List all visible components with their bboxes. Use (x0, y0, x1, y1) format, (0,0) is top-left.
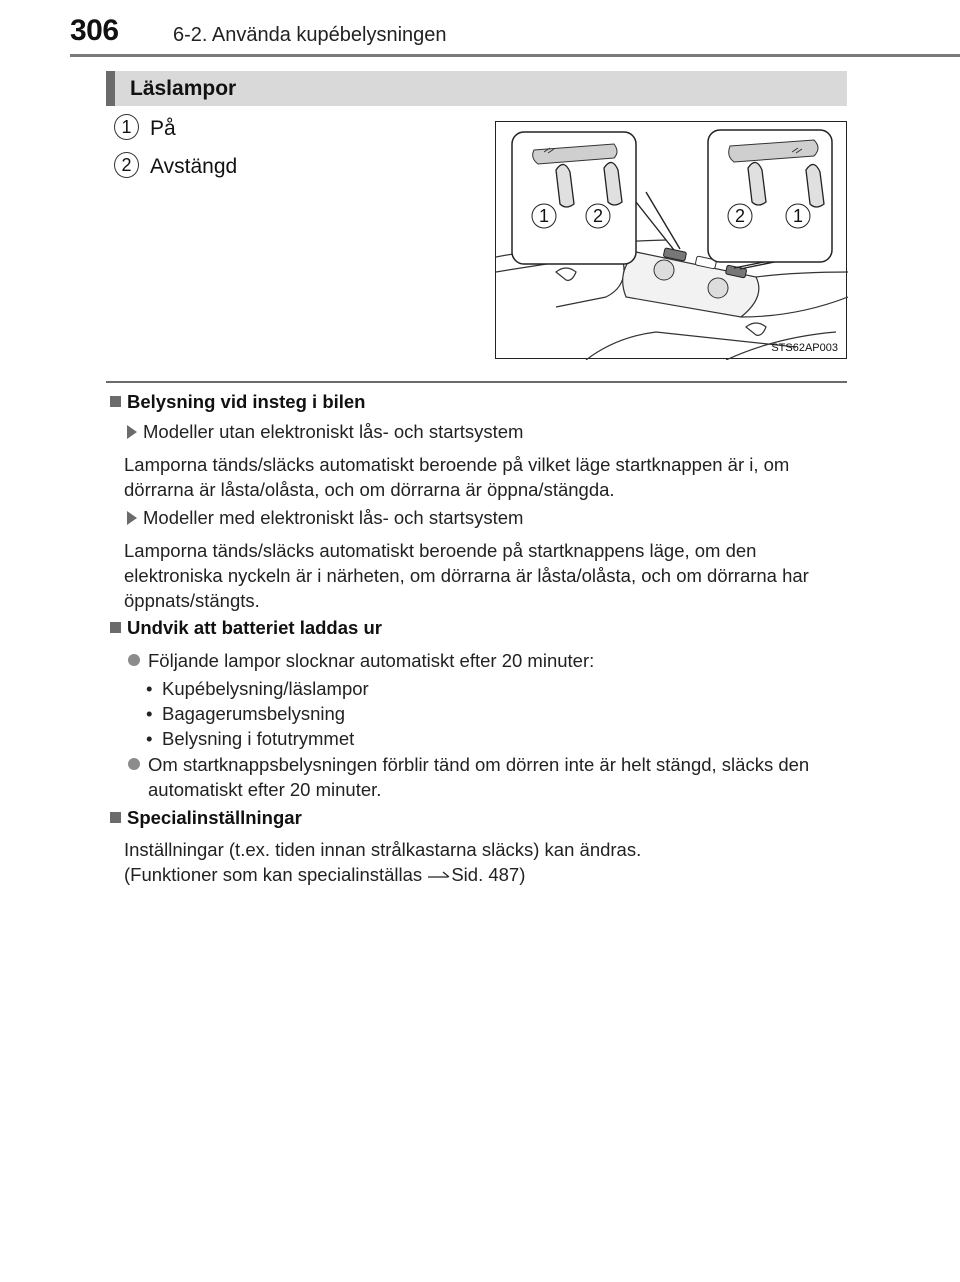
model-label: Modeller med elektroniskt lås- och startsystem (143, 507, 524, 528)
legend-label: Avstängd (150, 155, 238, 178)
figure-code: STS62AP003 (771, 342, 838, 354)
legend-number: 1 (114, 114, 139, 140)
page-reference-link[interactable]: Sid. 487) (451, 864, 526, 885)
callout-number: 1 (538, 206, 550, 226)
model-without-smart-key (127, 421, 523, 443)
section-accent (106, 71, 115, 106)
custom-settings-text: Inställningar (t.ex. tiden innan strålkastarna släcks) kan ändras. (124, 839, 642, 860)
reading-lamp-illustration (495, 121, 847, 359)
list-item: • Belysning i fotutrymmet (146, 728, 355, 749)
heading-text: Belysning vid insteg i bilen (127, 391, 366, 412)
legend-label: På (150, 117, 176, 140)
header-rule (70, 54, 960, 57)
list-item-text: Belysning i fotutrymmet (162, 728, 355, 749)
arrow-right-icon (427, 869, 451, 881)
section-title: Läslampor (130, 77, 237, 100)
list-item: • Bagagerumsbelysning (146, 703, 346, 724)
section-heading-bar (106, 71, 847, 106)
battery-heading (110, 617, 382, 639)
point-text: Om startknappsbelysningen förblir tänd om dörren inte är helt stängd, släcks den automatiskt efter 20 minuter. (148, 754, 810, 800)
model-with-smart-key (127, 507, 523, 529)
triangle-bullet-icon (127, 425, 137, 439)
round-bullet-icon (128, 758, 140, 770)
list-item-text: Kupébelysning/läslampor (162, 678, 369, 699)
callout-number: 2 (592, 206, 604, 226)
model-a-description: Lamporna tänds/släcks automatiskt beroende på vilket läge startknappen är i, om dörrarna är låsta/olåsta, och om dörrarna är öppna/stängda. (124, 454, 790, 500)
page-number: 306 (70, 14, 119, 47)
square-bullet-icon (110, 812, 121, 823)
entry-lighting-heading (110, 391, 366, 413)
square-bullet-icon (110, 396, 121, 407)
heading-text: Specialinställningar (127, 807, 302, 828)
battery-point-1 (127, 648, 857, 673)
heading-text: Undvik att batteriet laddas ur (127, 617, 382, 638)
overhead-console-drawing (496, 122, 848, 360)
round-bullet-icon (128, 654, 140, 666)
custom-settings-heading (110, 807, 302, 829)
chapter-title: 6-2. Använda kupébelysningen (173, 24, 447, 46)
triangle-bullet-icon (127, 511, 137, 525)
list-item: • Kupébelysning/läslampor (146, 678, 369, 699)
square-bullet-icon (110, 622, 121, 633)
custom-settings-reference (124, 862, 854, 887)
detail-inset-left (512, 132, 636, 264)
battery-point-2 (127, 752, 857, 802)
point-text: Följande lampor slocknar automatiskt efter 20 minuter: (148, 650, 595, 671)
list-item-text: Bagagerumsbelysning (162, 703, 346, 724)
legend-number: 2 (114, 152, 139, 178)
lamp-lens-right (708, 278, 728, 298)
lamp-lens-left (654, 260, 674, 280)
reference-prefix: (Funktioner som kan specialinställas (124, 864, 428, 885)
model-b-description: Lamporna tänds/släcks automatiskt beroende på startknappens läge, om den elektroniska nyckeln är i närheten, om dörrarna är låsta/olåsta, och om dörrarna har öppnats/stängts. (124, 540, 809, 611)
callout-number: 2 (734, 206, 746, 226)
section-divider (106, 381, 847, 383)
callout-number: 1 (792, 206, 804, 226)
detail-inset-right (708, 130, 832, 262)
model-label: Modeller utan elektroniskt lås- och startsystem (143, 421, 524, 442)
